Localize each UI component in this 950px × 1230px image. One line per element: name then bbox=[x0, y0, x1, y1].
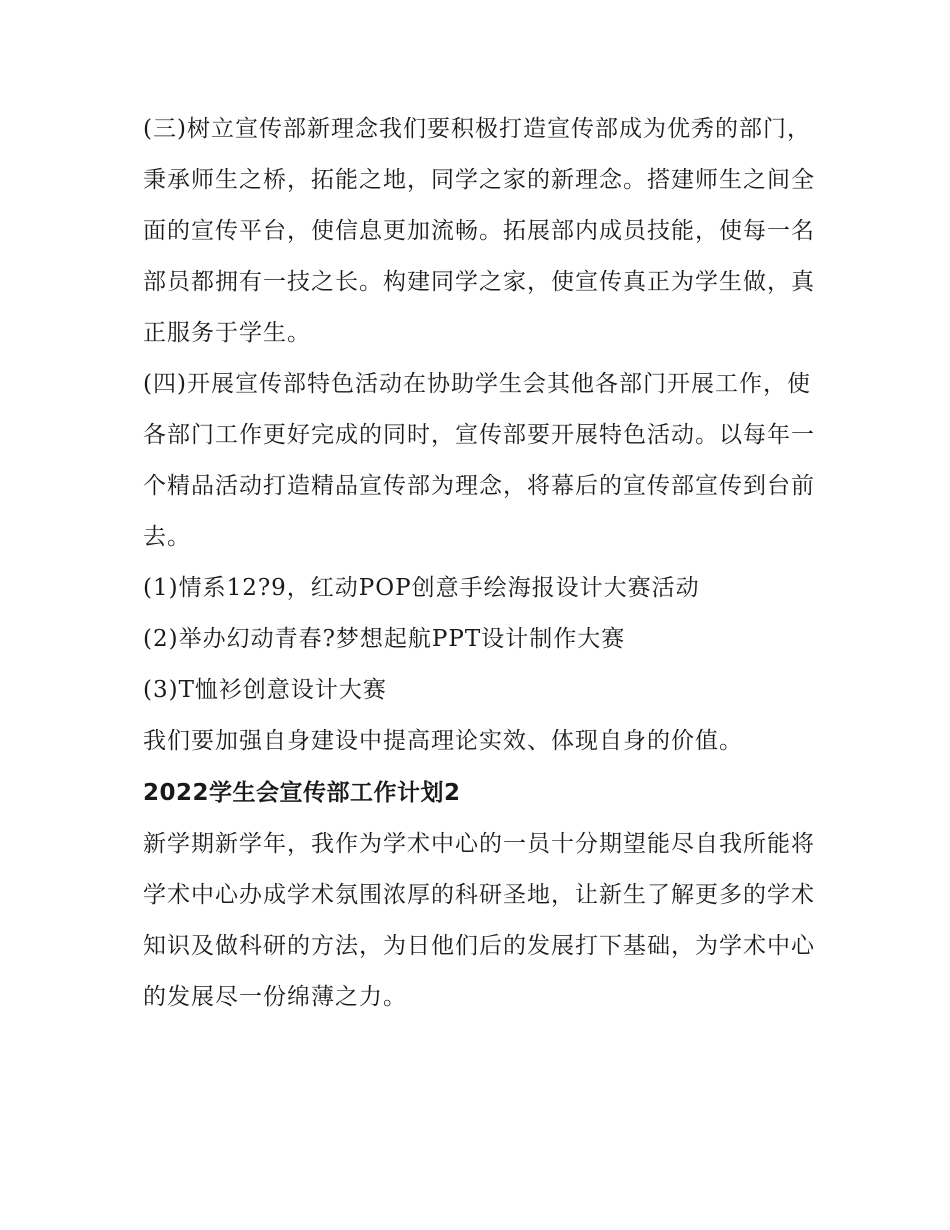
paragraph-special-activities: (四)开展宣传部特色活动在协助学生会其他各部门开展工作，使各部门工作更好完成的同时，宣传部要开展特色活动。以每年一个精品活动打造精品宣传部为理念，将幕后的宣传部宣传到台前去。 bbox=[143, 371, 815, 550]
section-heading: 2022学生会宣传部工作计划2 bbox=[143, 780, 461, 806]
list-item-tshirt-contest: (3)T恤衫创意设计大赛 bbox=[143, 677, 387, 703]
list-item-poster-contest: (1)情系12?9，红动POP创意手绘海报设计大赛活动 bbox=[143, 575, 700, 601]
paragraph-self-building: 我们要加强自身建设中提高理论实效、体现自身的价值。 bbox=[143, 728, 743, 754]
document-body bbox=[143, 104, 833, 1023]
list-item-ppt-contest: (2)举办幻动青春?梦想起航PPT设计制作大赛 bbox=[143, 626, 626, 652]
paragraph-branding-concept: (三)树立宣传部新理念我们要积极打造宣传部成为优秀的部门，秉承师生之桥，拓能之地，同学之家的新理念。搭建师生之间全面的宣传平台，使信息更加流畅。拓展部内成员技能，使每一名部员都拥有一技之长。构建同学之家，使宣传真正为学生做，真正服务于学生。 bbox=[143, 116, 815, 346]
paragraph-academic-center: 新学期新学年，我作为学术中心的一员十分期望能尽自我所能将学术中心办成学术氛围浓厚的科研圣地，让新生了解更多的学术知识及做科研的方法，为日他们后的发展打下基础，为学术中心的发展尽一份绵薄之力。 bbox=[143, 831, 815, 1010]
